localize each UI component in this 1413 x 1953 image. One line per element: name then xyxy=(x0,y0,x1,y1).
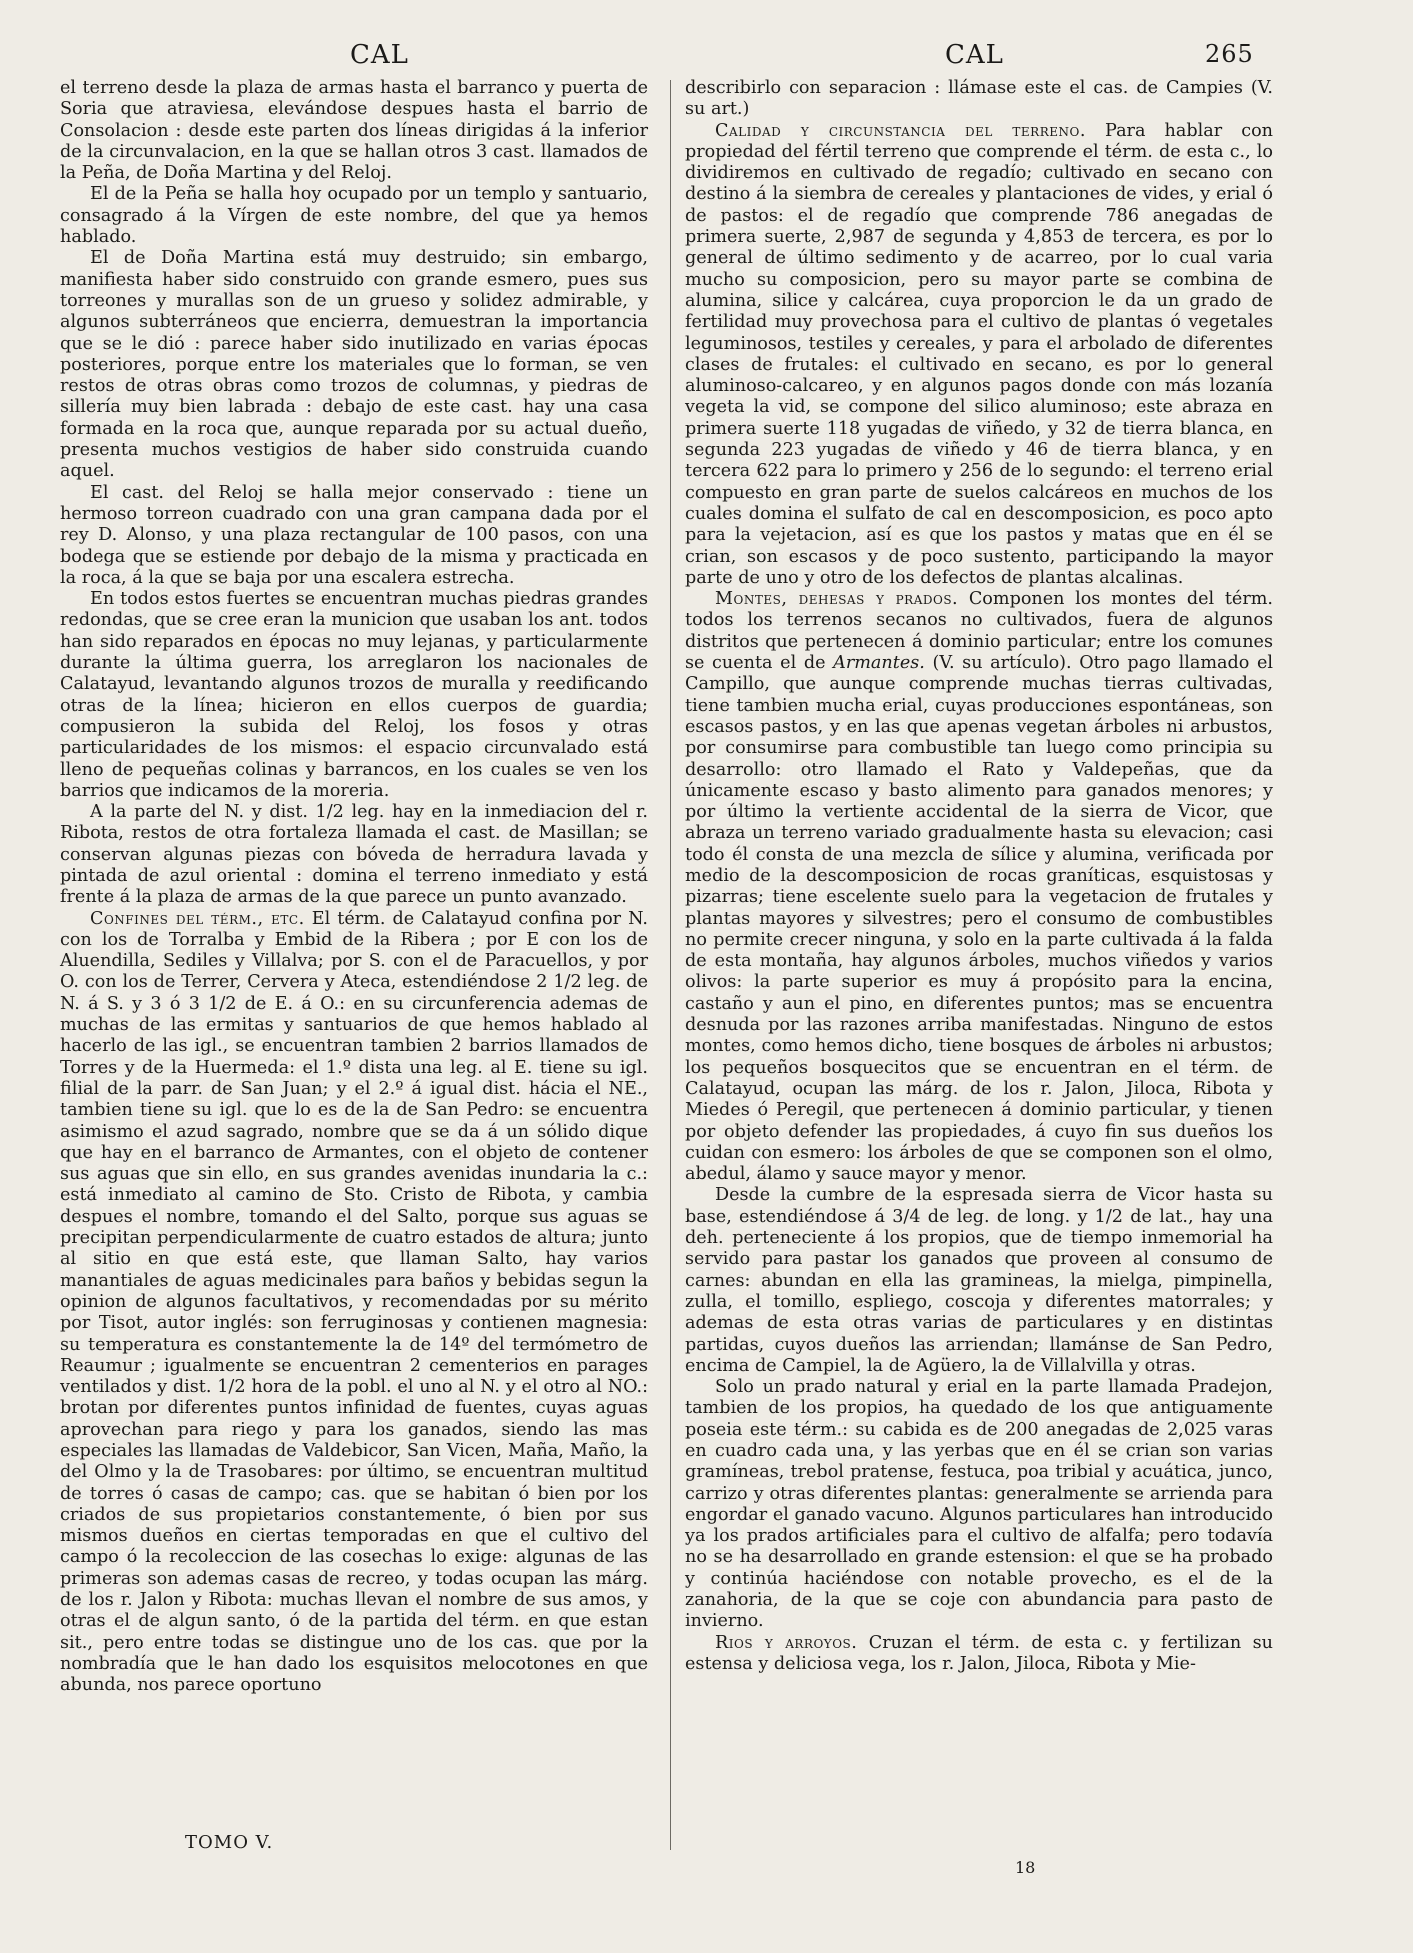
section-confines xyxy=(60,909,648,1697)
paragraph: describirlo con separacion : llámase este el cas. de Campies (V. su art.) xyxy=(685,78,1273,120)
section-text: Cruzan el térm. de esta c. y fertilizan su estensa y deliciosa vega, los r. Jalon, Jiloca, Ribota y Mie- xyxy=(685,1632,1273,1674)
running-head-left: CAL xyxy=(350,40,409,70)
column-divider xyxy=(670,80,671,1850)
section-heading: Rios y arroyos. xyxy=(715,1632,858,1653)
volume-label: TOMO V. xyxy=(185,1832,274,1853)
section-heading: Montes, dehesas y prados. xyxy=(715,589,959,610)
right-column xyxy=(685,78,1273,1675)
left-column xyxy=(60,78,648,1697)
paragraph: En todos estos fuertes se encuentran muchas piedras grandes redondas, que se cree eran la municion que usaban los ant. todos han sido reparados en épocas no muy lejanas, y particularmente durante la última guerra, los arreglaron los nacionales de Calatayud, levantando algunos trozos de muralla y reedificando otras de la línea; hicieron en ellos cuerpos de guardia; compusieron la subida del Reloj, los fosos y otras particularidades de los mismos: el espacio circunvalado está lleno de pequeñas colinas y barrancos, en los cuales se ven los barrios que indicamos de la moreria. xyxy=(60,589,648,801)
section-heading: Confines del térm., etc. xyxy=(90,908,305,929)
section-text: El térm. de Calatayud confina por N. con los de Torralba y Embid de la Ribera ; por E con los de Aluendilla, Sediles y Villalva; por S. con el de Paracuellos, y por O. con los de Terrer, Cervera y Ateca, estendiéndose 2 1/2 leg. de N. á S. y 3 ó 3 1/2 de E. á O.: en su circunferencia ademas de muchas de las ermitas y santuarios de que hemos hablado al hacerlo de las igl., se encuentran tambien 2 barrios llamados de Torres y de la Huermeda: el 1.º dista una leg. al E. tiene su igl. filial de la parr. de San Juan; y el 2.º á igual dist. hácia el NE., tambien tiene su igl. que lo es de la de San Pedro: se encuentra asimismo el azud sagrado, nombre que se da á un sólido dique que hay en el barranco de Armantes, con el objeto de contener sus aguas que sin ello, en sus grandes avenidas inundaria la c.: está inmediato al camino de Sto. Cristo de Ribota, y cambia despues el nombre, tomando el del Salto, porque sus aguas se precipitan perpendicularmente de cuatro estados de altura; junto al sitio en que está este, que llaman Salto, hay varios manantiales de aguas medicinales para baños y bebidas segun la opinion de algunos facultativos, y recomendadas por su mérito por Tisot, autor inglés: son ferruginosas y contienen magnesia: su temperatura es constantemente la de 14º del termómetro de Reaumur ; igualmente se encuentran 2 cementerios en parages ventilados y dist. 1/2 hora de la pobl. el uno al N. y el otro al NO.: brotan por diferentes puntos infinidad de fuentes, cuyas aguas aprovechan para riego y para los ganados, siendo las mas especiales las llamadas de Valdebicor, San Vicen, Maña, Maño, la del Olmo y la de Trasobares: por último, se encuentran multitud de torres ó casas de campo; cas. que se habitan ó bien por los criados de sus propietarios constantemente, ó bien por sus mismos dueños en ciertas temporadas en que el cultivo del campo ó la recoleccion de las cosechas lo exige: algunas de las primeras son ademas casas de recreo, y todas ocupan las márg. de los r. Jalon y Ribota: muchas llevan el nombre de sus amos, y otras el de algun santo, ó de la partida del térm. en que estan sit., pero entre todas se distingue uno de los cas. que por la nombradía que le han dado los esquisitos melocotones en que abunda, nos parece oportuno xyxy=(60,908,648,1696)
paragraph: Solo un prado natural y erial en la parte llamada Pradejon, tambien de los propios, ha quedado de los que antiguamente poseia este térm.: su cabida es de 200 anegadas de 2,025 varas en cuadro cada una, y las yerbas que en él se crian son varias gramíneas, trebol pratense, festuca, poa tribial y acuática, junco, carrizo y otras diferentes plantas: generalmente se arrienda para engordar el ganado vacuno. Algunos particulares han introducido ya los prados artificiales para el cultivo de alfalfa; pero todavía no se ha desarrollado en grande estension: el que se ha probado y continúa haciéndose con notable provecho, es el de la zanahoria, de la que se coje con abundancia para pasto de invierno. xyxy=(685,1377,1273,1632)
paragraph: A la parte del N. y dist. 1/2 leg. hay en la inmediacion del r. Ribota, restos de otra fortaleza llamada el cast. de Masillan; se conservan algunas piezas con bóveda de herradura lavada y pintada de azul oriental : domina el terreno inmediato y está frente á la plaza de armas de la que parece un punto avanzado. xyxy=(60,802,648,908)
section-calidad xyxy=(685,121,1273,590)
page-number: 265 xyxy=(1205,40,1254,68)
running-head-right: CAL xyxy=(945,40,1004,70)
paragraph: el terreno desde la plaza de armas hasta el barranco y puerta de Soria que atraviesa, elevándose despues hasta el barrio de Consolacion : desde este parten dos líneas dirigidas á la inferior de la circunvalacion, en la que se hallan otros 3 cast. llamados de la Peña, de Doña Martina y del Reloj. xyxy=(60,78,648,184)
paragraph: El cast. del Reloj se halla mejor conservado : tiene un hermoso torreon cuadrado con una gran campana dada por el rey D. Alonso, y una plaza rectangular de 100 pasos, con una bodega que se estiende por debajo de la misma y practicada en la roca, á la que se baja por una escalera estrecha. xyxy=(60,482,648,588)
section-heading: Calidad y circunstancia del terreno. xyxy=(715,120,1086,141)
paragraph: El de la Peña se halla hoy ocupado por un templo y santuario, consagrado á la Vírgen de este nombre, del que ya hemos hablado. xyxy=(60,184,648,248)
signature-mark: 18 xyxy=(1015,1858,1036,1877)
paragraph: El de Doña Martina está muy destruido; sin embargo, manifiesta haber sido construido con grande esmero, pues sus torreones y murallas son de un grueso y solidez admirable, y algunos subterráneos que encierra, demuestran la importancia que se le dió : parece haber sido inutilizado en varias épocas posteriores, porque entre los materiales que lo forman, se ven restos de otras obras como trozos de columnas, y piedras de sillería muy bien labrada : debajo de este cast. hay una casa formada en la roca que, aunque reparada por su actual dueño, presenta muchos vestigios de haber sido construida cuando aquel. xyxy=(60,248,648,482)
paragraph: Desde la cumbre de la espresada sierra de Vicor hasta su base, estendiéndose á 3/4 de leg. de long. y 1/2 de lat., hay una deh. perteneciente á los propios, que de tiempo inmemorial ha servido para pastar los ganados que proveen al consumo de carnes: abundan en ella las gramineas, la mielga, pimpinella, zulla, el tomillo, espliego, coscoja y diferentes matorrales; y ademas de esta otras varias de particulares y en distintas partidas, cuyos dueños las arriendan; llamánse de San Pedro, encima de Campiel, la de Agüero, la de Villalvilla y otras. xyxy=(685,1185,1273,1376)
italic-term: Armantes. xyxy=(833,653,925,674)
section-text: (V. su artículo). Otro pago llamado el Campillo, que aunque comprende muchas tierras cultivadas, tiene tambien mucha erial, cuyas producciones espontáneas, son escasos pastos, y en las que apenas vegetan árboles ni arbustos, por consumirse para combustible tan luego como principia su desarrollo: otro llamado el Rato y Valdepeñas, que da únicamente escaso y basto alimento para ganados menores; y por último la vertiente accidental de la sierra de Vicor, que abraza un terreno variado gradualmente hasta su elevacion; casi todo él consta de una mezcla de sílice y alumina, verificada por medio de la descomposicion de rocas graníticas, esquistosas y pizarras; tiene escelente suelo para la vegetacion de frutales y plantas mayores y silvestres; pero el consumo de combustibles no permite crecer ninguna, y solo en la parte cultivada á la falda de esta montaña, hay algunos árboles, muchos viñedos y varios olivos: la parte superior es muy á propósito para la encina, castaño y aun el pino, en diferentes puntos; mas se encuentra desnuda por las razones arriba manifestadas. Ninguno de estos montes, como hemos dicho, tiene bosques de árboles ni arbustos; los pequeños bosquecitos que se encuentran en el térm. de Calatayud, ocupan las márg. de los r. Jalon, Jiloca, Ribota y Miedes ó Peregil, que pertenecen á dominio particular, y tienen por objeto defender las propiedades, á cuyo fin sus dueños los cuidan con esmero: los árboles de que se componen son el olmo, abedul, álamo y sauce mayor y menor. xyxy=(685,653,1274,1185)
section-rios xyxy=(685,1633,1273,1676)
section-text: Para hablar con propiedad del fértil terreno que comprende el térm. de esta c., lo dividiremos en cultivado de regadío; cultivado en secano con destino á la siembra de cereales y plantaciones de vides, y erial ó de pastos: el de regadío que comprende 786 anegadas de primera suerte, 2,987 de segunda y 4,853 de tercera, es por lo general de último sedimento y de acarreo, por lo cual varia mucho su composicion, pero su mayor parte se combina de alumina, silice y calcárea, cuya proporcion le da un grado de fertilidad muy provechosa para el cultivo de plantas ó vegetales leguminosos, testiles y cereales, y para el arbolado de diferentes clases de frutales: el cultivado en secano, es por lo general aluminoso-calcareo, y en algunos pagos donde con más lozanía vegeta la vid, se compone del silico aluminoso; este abraza en primera suerte 118 yugadas de viñedo, y 32 de tierra blanca, en segunda 223 yugadas de viñedo y 46 de tierra blanca, y en tercera 622 para lo primero y 256 de lo segundo: el terreno erial compuesto en gran parte de suelos calcáreos en muchos de los cuales domina el sulfato de cal en descomposicion, es poco apto para la vejetacion, así es que los pastos y matas que en él se crian, son escasos y de poco sustento, participando la mayor parte de uno y otro de los defectos de plantas alcalinas. xyxy=(685,120,1273,588)
section-text: Componen los montes del térm. todos los terrenos secanos no cultivados, fuera de algunos distritos que pertenecen á dominio particular; entre los comunes se cuenta el de xyxy=(685,589,1274,674)
section-montes xyxy=(685,589,1273,1185)
